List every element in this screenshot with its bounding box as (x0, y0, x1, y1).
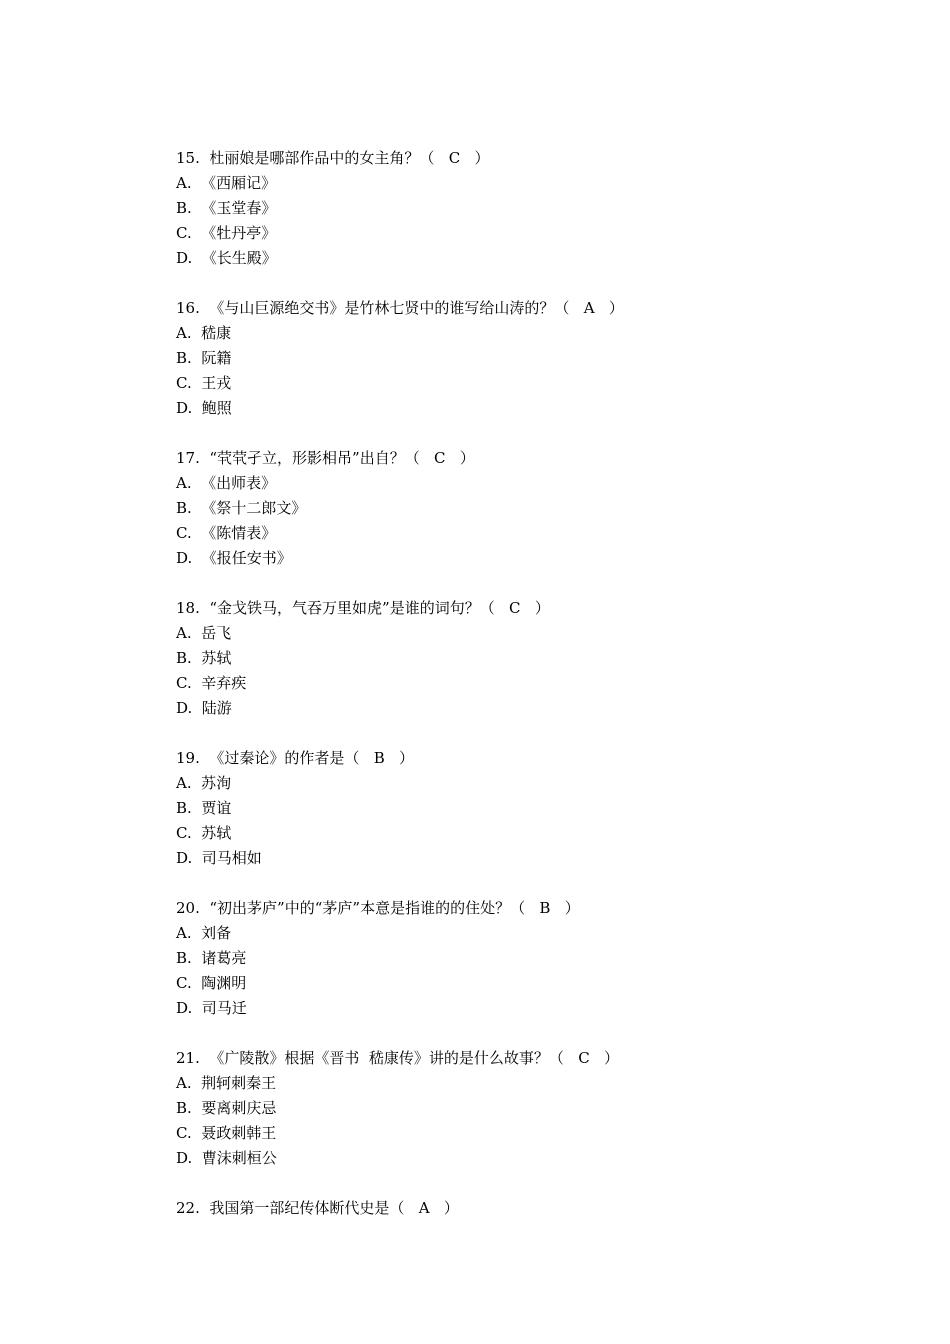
option-a: A. 苏洵 (176, 774, 232, 792)
option-c: C. 聂政刺韩王 (176, 1124, 277, 1142)
option-d: D. 《长生殿》 (176, 249, 277, 267)
question-19 (176, 746, 876, 871)
question-stem: 18. “金戈铁马，气吞万里如虎”是谁的词句？（ C ） (176, 599, 550, 617)
option-d: D. 司马迁 (176, 999, 247, 1017)
question-stem: 22. 我国第一部纪传体断代史是（ A ） (176, 1199, 459, 1217)
option-d: D. 陆游 (176, 699, 232, 717)
option-b: B. 《玉堂春》 (176, 199, 277, 217)
question-list (176, 146, 876, 1246)
option-b: B. 苏轼 (176, 649, 232, 667)
option-a: A. 《西厢记》 (176, 174, 277, 192)
question-17 (176, 446, 876, 571)
question-15 (176, 146, 876, 271)
question-18 (176, 596, 876, 721)
question-stem: 15. 杜丽娘是哪部作品中的女主角？（ C ） (176, 149, 490, 167)
option-c: C. 辛弃疾 (176, 674, 247, 692)
option-a: A. 荆轲刺秦王 (176, 1074, 277, 1092)
question-stem: 20. “初出茅庐”中的“茅庐”本意是指谁的的住处？（ B ） (176, 899, 580, 917)
option-d: D. 司马相如 (176, 849, 262, 867)
option-c: C. 《牡丹亭》 (176, 224, 277, 242)
option-c: C. 《陈情表》 (176, 524, 277, 542)
option-c: C. 王戎 (176, 374, 232, 392)
question-16 (176, 296, 876, 421)
option-a: A. 岳飞 (176, 624, 232, 642)
question-stem: 16. 《与山巨源绝交书》是竹林七贤中的谁写给山涛的？（ A ） (176, 299, 624, 317)
option-a: A. 《出师表》 (176, 474, 277, 492)
question-stem: 17. “茕茕孑立，形影相吊”出自？（ C ） (176, 449, 475, 467)
option-b: B. 《祭十二郎文》 (176, 499, 307, 517)
question-stem: 21. 《广陵散》根据《晋书 嵇康传》讲的是什么故事？（ C ） (176, 1049, 620, 1067)
option-a: A. 嵇康 (176, 324, 232, 342)
question-22 (176, 1196, 876, 1221)
question-20 (176, 896, 876, 1021)
question-stem: 19. 《过秦论》的作者是（ B ） (176, 749, 415, 767)
option-b: B. 贾谊 (176, 799, 232, 817)
option-b: B. 要离刺庆忌 (176, 1099, 277, 1117)
option-b: B. 阮籍 (176, 349, 232, 367)
option-a: A. 刘备 (176, 924, 232, 942)
option-c: C. 苏轼 (176, 824, 232, 842)
option-b: B. 诸葛亮 (176, 949, 247, 967)
question-21 (176, 1046, 876, 1171)
option-d: D. 鲍照 (176, 399, 232, 417)
option-d: D. 《报任安书》 (176, 549, 292, 567)
option-d: D. 曹沫刺桓公 (176, 1149, 277, 1167)
option-c: C. 陶渊明 (176, 974, 247, 992)
